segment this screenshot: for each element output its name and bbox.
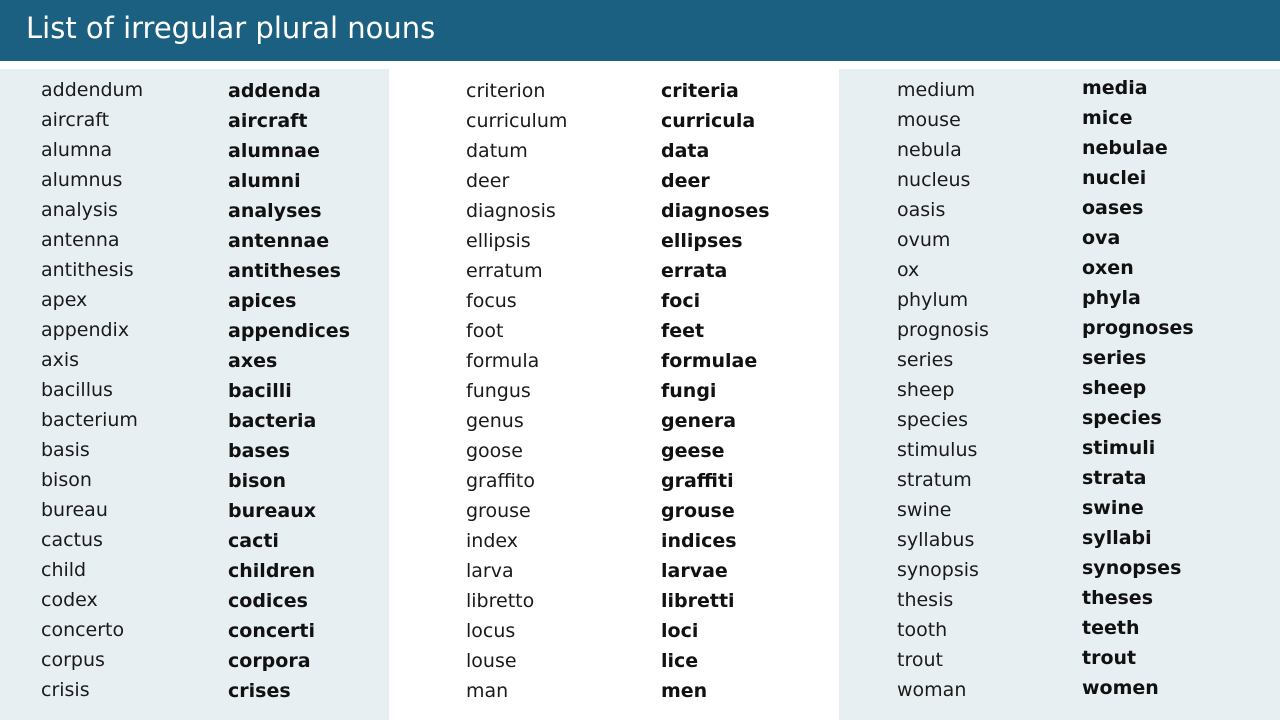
plural-word: bureaux (228, 500, 316, 522)
singular-word: datum (466, 140, 528, 162)
singular-word: sheep (897, 379, 955, 401)
singular-word: mouse (897, 109, 961, 131)
plural-word: curricula (661, 110, 756, 132)
singular-word: antenna (41, 229, 120, 251)
plural-word: aircraft (228, 110, 308, 132)
singular-word: oasis (897, 199, 946, 221)
plural-word: bacilli (228, 380, 292, 402)
plural-word: series (1082, 347, 1147, 369)
title-bar (0, 0, 1280, 61)
plural-word: errata (661, 260, 728, 282)
plural-word: indices (661, 530, 737, 552)
singular-word: man (466, 680, 509, 702)
plural-word: strata (1082, 467, 1147, 489)
singular-word: fungus (466, 380, 531, 402)
singular-word: swine (897, 499, 952, 521)
singular-word: ovum (897, 229, 951, 251)
singular-word: libretto (466, 590, 535, 612)
singular-word: locus (466, 620, 516, 642)
singular-word: prognosis (897, 319, 989, 341)
plural-word: mice (1082, 107, 1133, 129)
singular-word: stratum (897, 469, 972, 491)
plural-word: stimuli (1082, 437, 1156, 459)
plural-word: bases (228, 440, 290, 462)
singular-word: concerto (41, 619, 125, 641)
plural-word: corpora (228, 650, 311, 672)
plural-word: sheep (1082, 377, 1147, 399)
plural-word: geese (661, 440, 725, 462)
singular-word: synopsis (897, 559, 979, 581)
plural-word: grouse (661, 500, 735, 522)
plural-word: nebulae (1082, 137, 1168, 159)
plural-word: media (1082, 77, 1148, 99)
singular-word: aircraft (41, 109, 110, 131)
singular-word: criterion (466, 80, 546, 102)
plural-word: loci (661, 620, 699, 642)
singular-word: trout (897, 649, 943, 671)
plural-column (228, 76, 350, 706)
plural-column (661, 76, 770, 706)
singular-word: apex (41, 289, 88, 311)
plural-word: bacteria (228, 410, 317, 432)
plural-word: nuclei (1082, 167, 1147, 189)
singular-word: ox (897, 259, 920, 281)
plural-word: codices (228, 590, 308, 612)
singular-column (41, 75, 143, 705)
plural-word: deer (661, 170, 710, 192)
singular-word: child (41, 559, 87, 581)
plural-word: criteria (661, 80, 739, 102)
plural-word: fungi (661, 380, 717, 402)
singular-word: bacterium (41, 409, 138, 431)
plural-word: antennae (228, 230, 330, 252)
plural-word: foci (661, 290, 701, 312)
plural-word: synopses (1082, 557, 1182, 579)
singular-word: corpus (41, 649, 105, 671)
singular-word: nucleus (897, 169, 971, 191)
plural-word: alumni (228, 170, 301, 192)
plural-word: oases (1082, 197, 1144, 219)
word-panel-2 (390, 69, 838, 720)
plural-word: formulae (661, 350, 758, 372)
singular-word: woman (897, 679, 967, 701)
plural-word: larvae (661, 560, 728, 582)
singular-word: nebula (897, 139, 962, 161)
plural-word: men (661, 680, 708, 702)
singular-word: codex (41, 589, 98, 611)
singular-word: syllabus (897, 529, 975, 551)
plural-word: women (1082, 677, 1159, 699)
word-panel-1 (0, 69, 389, 720)
plural-word: antitheses (228, 260, 341, 282)
plural-word: oxen (1082, 257, 1134, 279)
singular-column (466, 76, 567, 706)
word-panel-3 (839, 69, 1280, 720)
plural-column (1082, 73, 1194, 703)
singular-word: bison (41, 469, 92, 491)
singular-word: series (897, 349, 954, 371)
plural-word: theses (1082, 587, 1153, 609)
singular-word: tooth (897, 619, 948, 641)
singular-word: medium (897, 79, 976, 101)
singular-word: foot (466, 320, 504, 342)
singular-word: index (466, 530, 518, 552)
singular-word: curriculum (466, 110, 568, 132)
singular-word: analysis (41, 199, 118, 221)
plural-word: teeth (1082, 617, 1140, 639)
plural-word: ova (1082, 227, 1121, 249)
plural-word: feet (661, 320, 705, 342)
plural-word: crises (228, 680, 291, 702)
singular-word: louse (466, 650, 517, 672)
singular-word: erratum (466, 260, 543, 282)
singular-word: deer (466, 170, 510, 192)
plural-word: genera (661, 410, 737, 432)
singular-word: larva (466, 560, 514, 582)
plural-word: ellipses (661, 230, 743, 252)
plural-word: lice (661, 650, 699, 672)
singular-word: graffito (466, 470, 535, 492)
singular-word: bureau (41, 499, 108, 521)
singular-word: antithesis (41, 259, 134, 281)
singular-word: focus (466, 290, 517, 312)
plural-word: children (228, 560, 316, 582)
plural-word: libretti (661, 590, 735, 612)
singular-column (897, 75, 989, 705)
plural-word: prognoses (1082, 317, 1194, 339)
plural-word: data (661, 140, 710, 162)
singular-word: grouse (466, 500, 531, 522)
singular-word: formula (466, 350, 540, 372)
page-title: List of irregular plural nouns (26, 11, 436, 45)
singular-word: goose (466, 440, 523, 462)
singular-word: basis (41, 439, 90, 461)
plural-word: addenda (228, 80, 321, 102)
plural-word: syllabi (1082, 527, 1152, 549)
plural-word: appendices (228, 320, 351, 342)
singular-word: genus (466, 410, 524, 432)
plural-word: analyses (228, 200, 322, 222)
singular-word: alumnus (41, 169, 123, 191)
singular-word: cactus (41, 529, 103, 551)
plural-word: swine (1082, 497, 1144, 519)
plural-word: graffiti (661, 470, 734, 492)
singular-word: species (897, 409, 968, 431)
singular-word: phylum (897, 289, 969, 311)
plural-word: cacti (228, 530, 279, 552)
singular-word: bacillus (41, 379, 113, 401)
plural-word: alumnae (228, 140, 320, 162)
plural-word: diagnoses (661, 200, 770, 222)
plural-word: species (1082, 407, 1162, 429)
singular-word: crisis (41, 679, 90, 701)
plural-word: concerti (228, 620, 315, 642)
singular-word: stimulus (897, 439, 978, 461)
plural-word: phyla (1082, 287, 1141, 309)
singular-word: alumna (41, 139, 113, 161)
singular-word: diagnosis (466, 200, 556, 222)
plural-word: axes (228, 350, 278, 372)
plural-word: apices (228, 290, 297, 312)
singular-word: thesis (897, 589, 954, 611)
singular-word: addendum (41, 79, 144, 101)
plural-word: bison (228, 470, 287, 492)
plural-word: trout (1082, 647, 1137, 669)
singular-word: axis (41, 349, 80, 371)
singular-word: appendix (41, 319, 130, 341)
singular-word: ellipsis (466, 230, 531, 252)
